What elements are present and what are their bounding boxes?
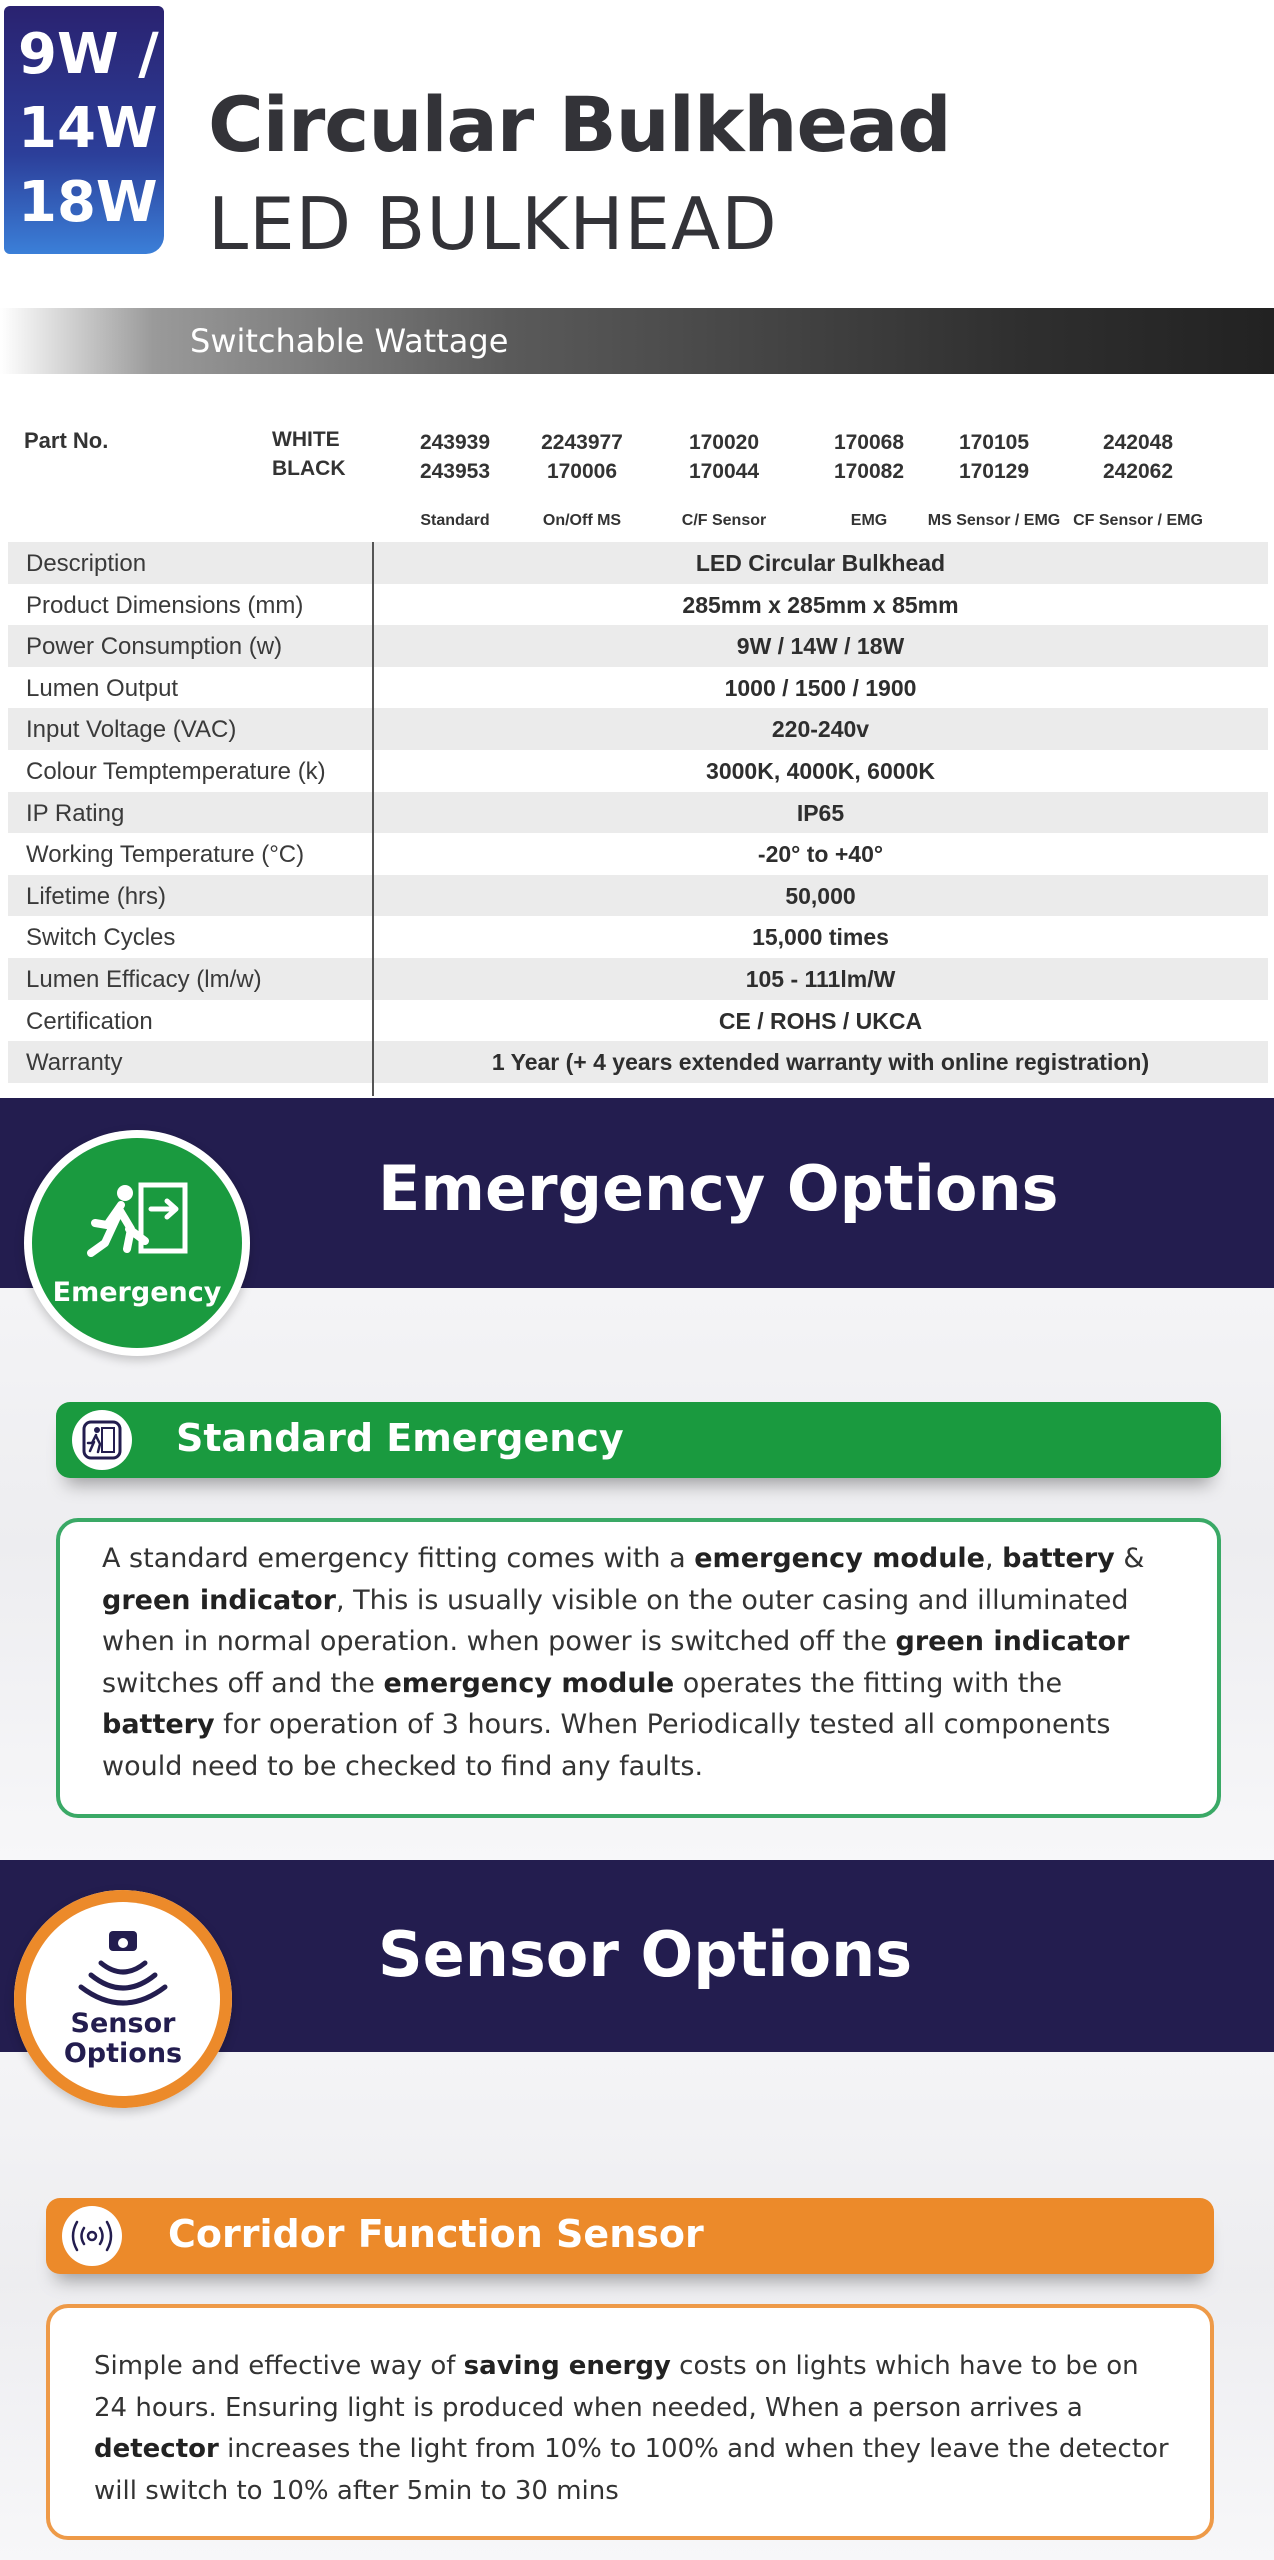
spec-row <box>8 542 1268 584</box>
description-text: Simple and effective way of <box>94 2351 464 2381</box>
spec-label: Lumen Output <box>26 674 179 702</box>
spec-label: Lifetime (hrs) <box>26 882 167 910</box>
wattage-line-2: 14W <box>18 96 158 161</box>
part-black: 170082 <box>833 460 905 483</box>
part-column <box>919 428 1069 530</box>
description-text: operates the fitting with the <box>674 1667 1063 1699</box>
description-text: for operation of 3 hours. When Periodically tested all components would need to be checked to find any faults. <box>102 1709 1111 1782</box>
part-numbers <box>0 420 1274 540</box>
part-no-label: Part No. <box>24 428 109 453</box>
emergency-badge-label: Emergency <box>52 1276 222 1308</box>
part-column <box>1063 428 1213 530</box>
switchable-wattage-bar <box>0 308 1274 374</box>
part-white: 242048 <box>1102 431 1174 454</box>
spec-value: 50,000 <box>785 882 856 909</box>
description-text: costs on lights which have to be on 24 hours. Ensuring light is produced when needed, When a person arrives a <box>94 2351 1139 2423</box>
part-option: Standard <box>420 512 490 529</box>
highlight-text: green indicator <box>895 1626 1130 1657</box>
spec-row <box>8 1000 1268 1042</box>
emergency-exit-icon <box>81 1179 193 1271</box>
part-white: 2243977 <box>541 431 623 454</box>
part-option: EMG <box>850 512 888 529</box>
spec-row <box>8 667 1268 709</box>
spec-row <box>8 750 1268 792</box>
description-text: , <box>985 1543 1003 1574</box>
emergency-badge <box>24 1130 250 1356</box>
part-white: 170105 <box>958 431 1030 454</box>
spec-row <box>8 625 1268 667</box>
description-text: , This is usually visible on the outer casing and illuminated when in normal operation. when power is switched off the <box>102 1584 1129 1657</box>
wattage-badge <box>4 6 164 254</box>
sensor-badge-label-line-1: Sensor <box>70 2008 176 2039</box>
emergency-exit-small-icon <box>80 1418 124 1462</box>
description-text: & <box>1114 1543 1145 1574</box>
product-subtitle: LED BULKHEAD <box>208 182 778 266</box>
part-white: 170020 <box>688 431 760 454</box>
spec-value: -20° to +40° <box>757 841 884 868</box>
standard-emergency-header <box>56 1402 1221 1478</box>
spec-value: 15,000 times <box>752 924 889 951</box>
sensor-waves-icon <box>67 2216 117 2256</box>
spec-label: IP Rating <box>26 799 125 827</box>
spec-label: Working Temperature (°C) <box>26 841 305 869</box>
spec-label: Lumen Efficacy (lm/w) <box>26 965 262 993</box>
spec-divider <box>372 542 374 1096</box>
spec-row <box>8 875 1268 917</box>
part-column <box>649 428 799 530</box>
emergency-section-title: Emergency Options <box>378 1152 1059 1225</box>
description-text: increases the light from 10% to 100% and when they leave the detector will switch to 10% after 5min to 30 mins <box>94 2434 1169 2506</box>
corridor-sensor-title: Corridor Function Sensor <box>168 2212 704 2256</box>
sensor-badge <box>14 1890 232 2108</box>
spec-value: 9W / 14W / 18W <box>736 633 905 660</box>
spec-value: 105 - 111lm/W <box>745 965 896 992</box>
corridor-sensor-description <box>46 2304 1214 2540</box>
spec-label: Switch Cycles <box>26 924 176 952</box>
spec-value: 1000 / 1500 / 1900 <box>724 674 917 701</box>
spec-row <box>8 584 1268 626</box>
wattage-line-1: 9W / <box>18 22 159 87</box>
standard-emergency-title: Standard Emergency <box>176 1416 624 1460</box>
part-white: 243939 <box>419 431 491 454</box>
product-title: Circular Bulkhead <box>208 80 951 169</box>
part-option: CF Sensor / EMG <box>1073 512 1203 529</box>
sensor-section-title: Sensor Options <box>378 1918 913 1991</box>
part-black: 170129 <box>958 460 1030 483</box>
spec-label: Certification <box>26 1007 153 1035</box>
wattage-line-3: 18W <box>18 170 158 235</box>
spec-value: CE / ROHS / UKCA <box>718 1007 923 1034</box>
sensor-badge-label-line-2: Options <box>63 2038 183 2069</box>
spec-label: Input Voltage (VAC) <box>26 716 237 744</box>
spec-row <box>8 708 1268 750</box>
highlight-text: emergency module <box>383 1667 675 1699</box>
spec-row <box>8 1041 1268 1083</box>
spec-value: 1 Year (+ 4 years extended warranty with online registration) <box>491 1049 1150 1076</box>
motion-sensor-icon <box>77 1929 169 2009</box>
part-option: C/F Sensor <box>681 512 767 529</box>
spec-row <box>8 916 1268 958</box>
part-black: 243953 <box>419 460 491 483</box>
spec-label: Colour Temptemperature (k) <box>26 757 326 785</box>
colour-white-label: WHITE <box>272 428 340 451</box>
spec-value: 285mm x 285mm x 85mm <box>682 591 959 618</box>
description-text: switches off and the <box>102 1667 384 1699</box>
emergency-pill-icon-wrap <box>72 1410 132 1470</box>
highlight-text: detector <box>94 2434 219 2464</box>
description-text: A standard emergency fitting comes with a <box>102 1543 695 1574</box>
part-column <box>507 428 657 530</box>
part-option: On/Off MS <box>542 512 622 529</box>
spec-value: IP65 <box>796 799 845 826</box>
sensor-pill-icon-wrap <box>62 2206 122 2266</box>
spec-label: Warranty <box>26 1049 123 1077</box>
spec-row <box>8 958 1268 1000</box>
highlight-text: battery <box>1002 1543 1115 1574</box>
spec-label: Product Dimensions (mm) <box>26 591 304 619</box>
spec-label: Power Consumption (w) <box>26 633 283 661</box>
part-black: 170044 <box>688 460 760 483</box>
spec-label: Description <box>26 550 147 577</box>
highlight-text: saving energy <box>463 2351 671 2381</box>
corridor-sensor-header <box>46 2198 1214 2274</box>
colour-black-label: BLACK <box>272 457 346 480</box>
spec-row <box>8 833 1268 875</box>
switchable-wattage-label: Switchable Wattage <box>190 322 509 360</box>
spec-row <box>8 792 1268 834</box>
spec-table <box>8 542 1268 1083</box>
part-white: 170068 <box>833 431 905 454</box>
highlight-text: green indicator <box>102 1584 336 1616</box>
part-black: 170006 <box>546 460 618 483</box>
part-option: MS Sensor / EMG <box>927 512 1061 529</box>
highlight-text: emergency module <box>694 1543 985 1574</box>
highlight-text: battery <box>102 1709 215 1740</box>
spec-value: 3000K, 4000K, 6000K <box>706 757 935 784</box>
spec-value: 220-240v <box>771 716 870 743</box>
standard-emergency-description <box>56 1518 1221 1818</box>
part-black: 242062 <box>1102 460 1174 483</box>
spec-value: LED Circular Bulkhead <box>695 550 946 576</box>
